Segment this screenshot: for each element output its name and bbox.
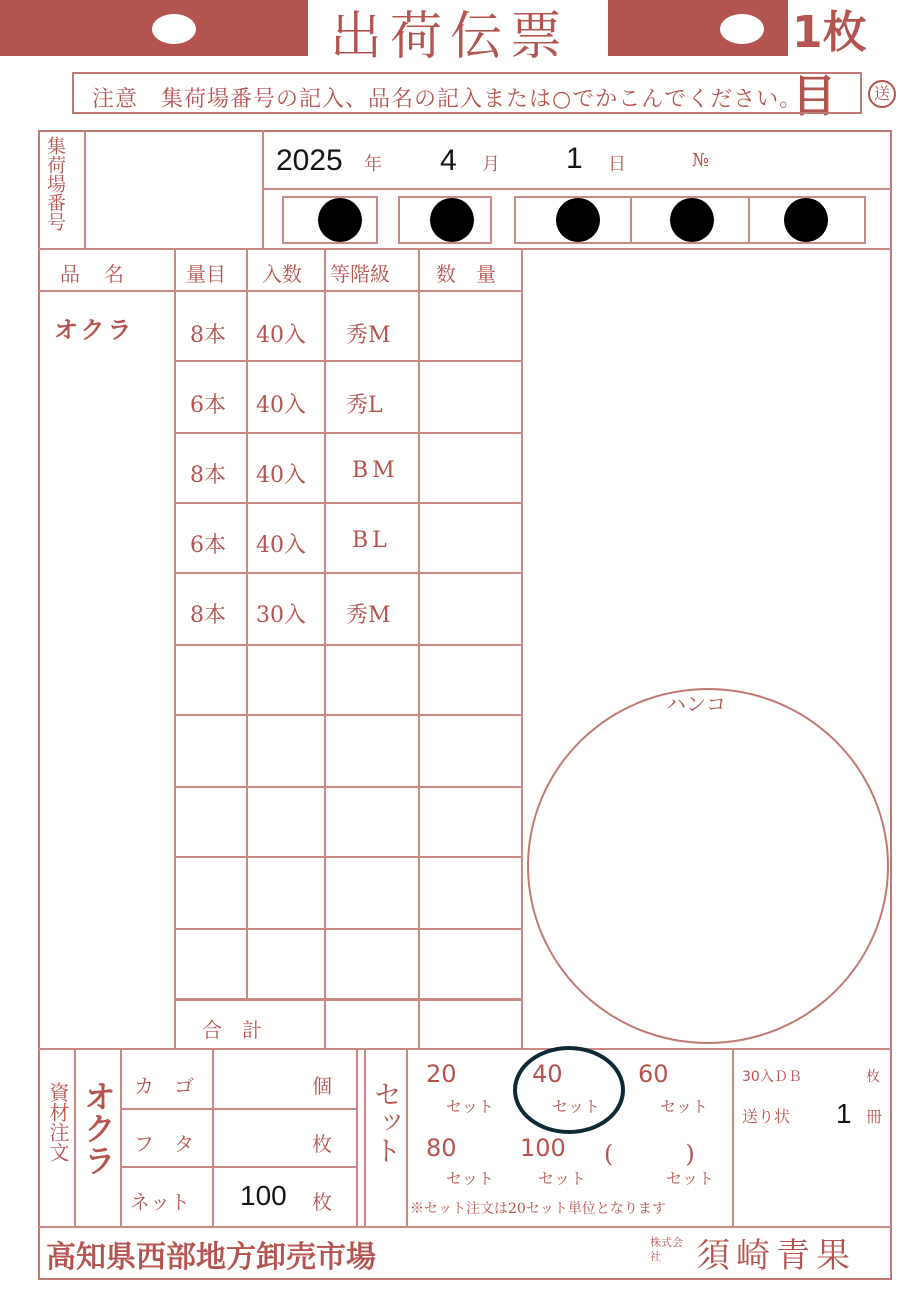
rule [174, 502, 522, 504]
collection-point-label: 集荷場番号 [44, 136, 66, 231]
punch-hole-left [152, 14, 196, 44]
row-weight[interactable]: 8本 [190, 463, 226, 488]
product-name-value[interactable]: オクラ [54, 315, 135, 344]
materials-crop-label: オクラ [79, 1080, 117, 1176]
header-weight: 量目 [186, 262, 226, 286]
notice-text: 注意 集荷場番号の記入、品名の記入または○でかこんでください。 [92, 87, 803, 112]
rule [120, 1166, 356, 1168]
company-name: 須崎青果 [696, 1236, 856, 1276]
slip-number-label: № [692, 150, 710, 171]
set-option-unit: セット [538, 1169, 587, 1188]
header-product-name: 品 名 [60, 262, 126, 286]
collection-point-field[interactable] [92, 138, 256, 242]
stamp-area[interactable] [527, 688, 889, 1044]
sets-section-label: セット [370, 1080, 403, 1164]
rule [174, 856, 522, 858]
rule [262, 188, 892, 190]
date-day-value[interactable]: 1 [566, 142, 583, 175]
rule [38, 290, 522, 292]
marked-dot-icon [670, 198, 714, 242]
set-option-unit: セット [446, 1169, 495, 1188]
rule [84, 130, 86, 248]
rule [74, 1048, 76, 1226]
slip-unit: 冊 [866, 1107, 883, 1126]
row-count[interactable]: 40入 [256, 393, 306, 418]
rule [120, 1108, 356, 1110]
material-unit: 枚 [312, 1132, 332, 1156]
material-name: カ ゴ [134, 1074, 194, 1098]
rule [174, 928, 522, 930]
rule [406, 1048, 408, 1226]
header-grade: 等階級 [330, 262, 390, 286]
row-count[interactable]: 40入 [256, 533, 306, 558]
rule [732, 1048, 734, 1226]
rule [212, 1048, 214, 1226]
total-label: 合 計 [202, 1018, 262, 1042]
rule [364, 1048, 366, 1226]
material-unit: 個 [312, 1074, 332, 1098]
row-weight[interactable]: 6本 [190, 533, 226, 558]
stamp-label: ハンコ [666, 692, 726, 716]
row-weight[interactable]: 8本 [190, 603, 226, 628]
set-option-num[interactable]: 40 [532, 1060, 563, 1088]
market-name: 高知県西部地方卸売市場 [46, 1240, 376, 1275]
row-count[interactable]: 30入 [256, 603, 306, 628]
row-grade[interactable]: BM [352, 458, 399, 483]
row-count[interactable]: 40入 [256, 323, 306, 348]
slip-title: 出荷伝票 [330, 7, 571, 67]
rule [174, 360, 522, 362]
sheet-number: 1枚目 [792, 7, 867, 122]
date-day-unit: 日 [608, 154, 626, 175]
company-prefix: 株式会社 [650, 1236, 683, 1263]
date-month-value[interactable]: 4 [440, 144, 457, 177]
db-label: 30入ＤＢ [742, 1069, 802, 1085]
rule [174, 786, 522, 788]
row-grade[interactable]: 秀M [346, 323, 391, 348]
set-option-num[interactable]: 20 [426, 1060, 457, 1088]
set-option-num[interactable]: 100 [520, 1134, 566, 1162]
rule [174, 998, 522, 1001]
row-weight[interactable]: 6本 [190, 393, 226, 418]
material-name: フ タ [134, 1132, 194, 1156]
rule [38, 248, 892, 250]
row-count[interactable]: 40入 [256, 463, 306, 488]
punch-hole-right [720, 14, 764, 44]
materials-section-label: 資材注文 [46, 1082, 70, 1162]
slip-label: 送り状 [742, 1107, 791, 1126]
rule [356, 1048, 358, 1226]
date-year-unit: 年 [364, 154, 382, 175]
rule [120, 1048, 122, 1226]
date-month-unit: 月 [482, 154, 500, 175]
row-grade[interactable]: BL [352, 528, 391, 553]
set-option-custom[interactable]: ( ) [604, 1140, 695, 1168]
set-option-unit: セット [666, 1169, 715, 1188]
material-unit: 枚 [312, 1190, 332, 1214]
sets-note: ※セット注文は20セット単位となります [410, 1201, 666, 1217]
set-option-num[interactable]: 60 [638, 1060, 669, 1088]
set-option-unit: セット [446, 1097, 495, 1116]
set-option-unit: セット [552, 1097, 601, 1116]
rule [174, 572, 522, 574]
rule [748, 196, 750, 244]
set-option-unit: セット [660, 1097, 709, 1116]
send-mark-icon: 送 [868, 80, 896, 108]
marked-dot-icon [784, 198, 828, 242]
rule [174, 644, 522, 646]
date-year-value[interactable]: 2025 [276, 144, 343, 177]
rule [38, 1048, 892, 1050]
set-option-num[interactable]: 80 [426, 1134, 457, 1162]
rule [174, 714, 522, 716]
header-count: 入数 [262, 262, 302, 286]
selected-set-circle [513, 1046, 625, 1134]
rule [174, 432, 522, 434]
marked-dot-icon [430, 198, 474, 242]
marked-dot-icon [556, 198, 600, 242]
material-name: ネット [130, 1190, 190, 1214]
row-grade[interactable]: 秀M [346, 603, 391, 628]
slip-count-value[interactable]: 1 [836, 1098, 852, 1129]
rule [630, 196, 632, 244]
row-weight[interactable]: 8本 [190, 323, 226, 348]
row-grade[interactable]: 秀L [346, 393, 383, 418]
header-quantity: 数 量 [436, 262, 496, 286]
db-unit: 枚 [866, 1069, 880, 1085]
marked-dot-icon [318, 198, 362, 242]
material-quantity-field[interactable]: 100 [240, 1180, 287, 1211]
